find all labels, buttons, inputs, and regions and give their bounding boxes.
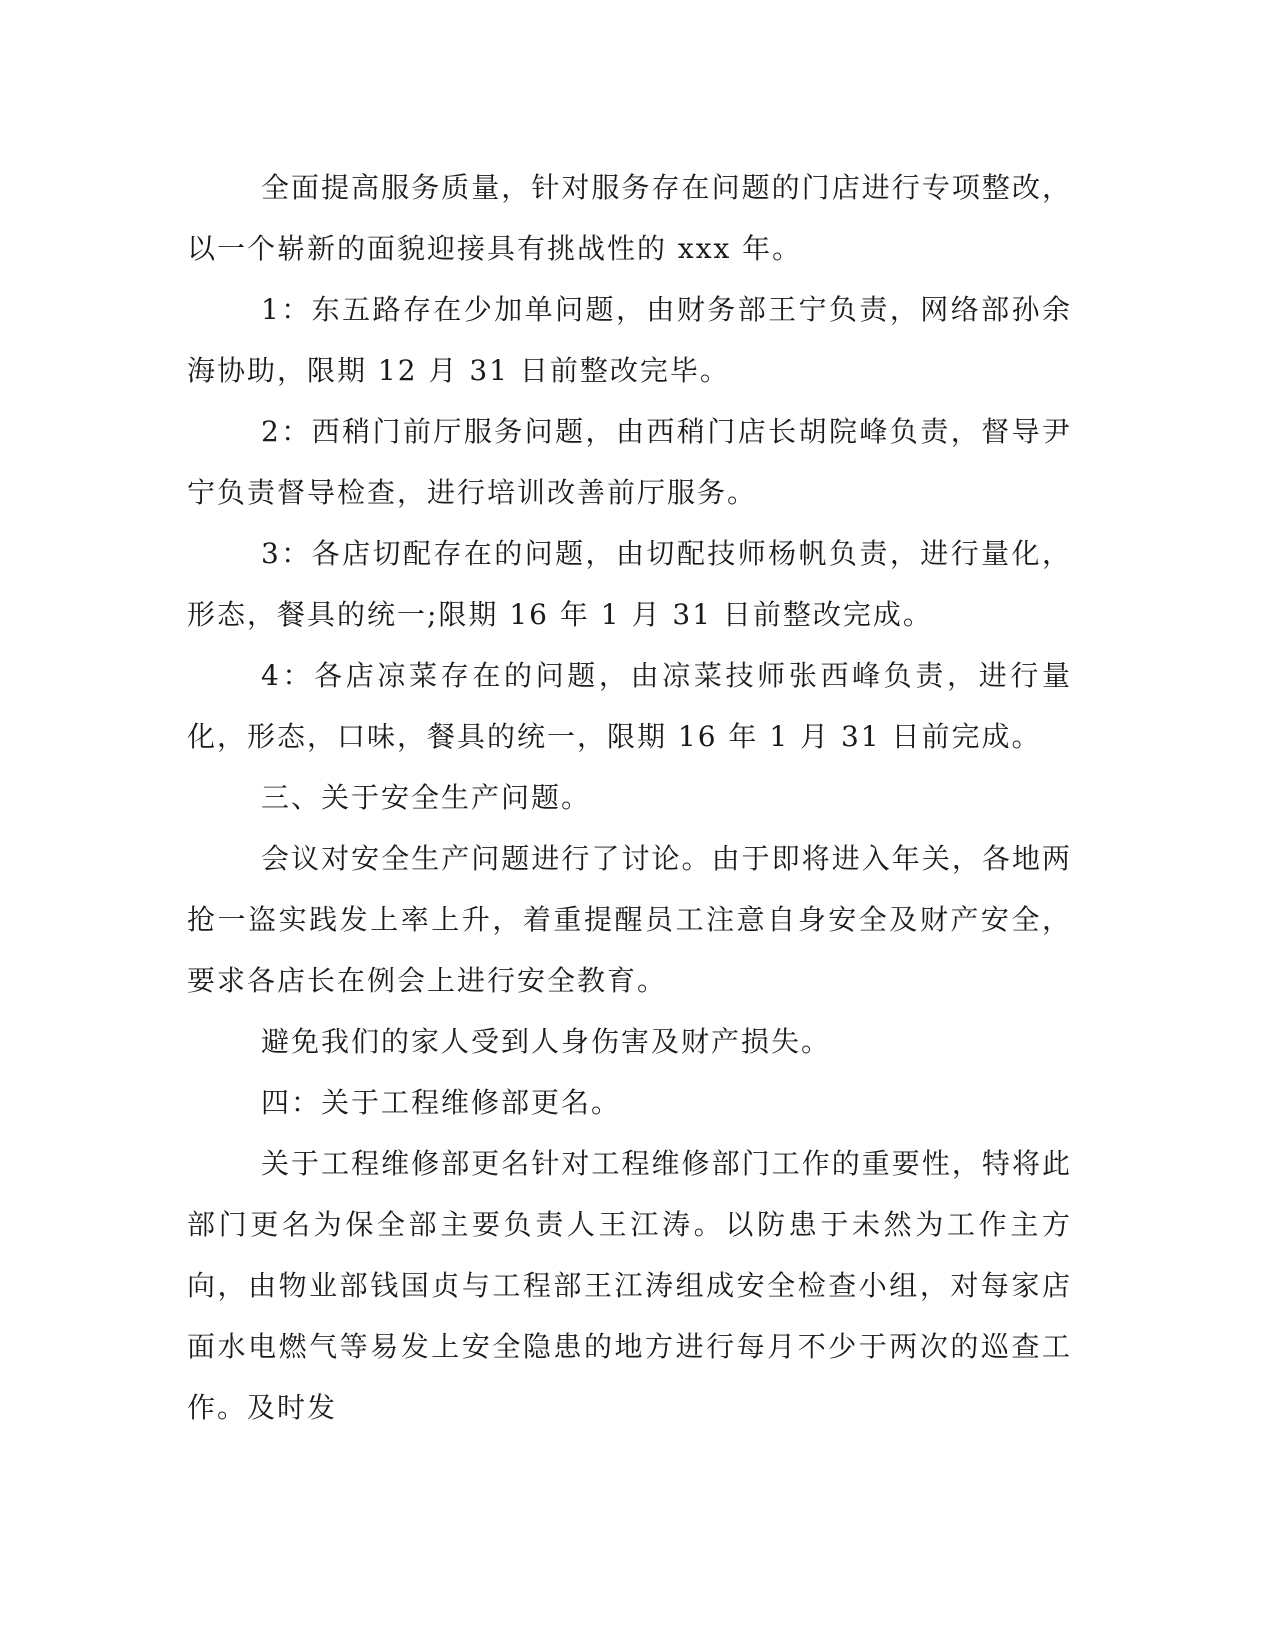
paragraph-safety-discussion: 会议对安全生产问题进行了讨论。由于即将进入年关，各地两抢一盗实践发上率上升，着重提醒员工注意自身安全及财产安全，要求各店长在例会上进行安全教育。: [187, 842, 1072, 997]
section-heading-rename: 四：关于工程维修部更名。: [261, 1086, 622, 1119]
paragraph-rename-details: 关于工程维修部更名针对工程维修部门工作的重要性，特将此部门更名为保全部主要负责人王江涛。以防患于未然为工作主方向，由物业部钱国贞与工程部王江涛组成安全检查小组，对每家店面水电燃气等易发上安全隐患的地方进行每月不少于两次的巡查工作。及时发: [187, 1147, 1072, 1424]
paragraph-safety-goal: 避免我们的家人受到人身伤害及财产损失。: [261, 1025, 832, 1058]
paragraph-item-4: 4：各店凉菜存在的问题，由凉菜技师张西峰负责，进行量化，形态，口味，餐具的统一，限期 16 年 1 月 31 日前完成。: [187, 659, 1072, 753]
paragraph-item-1: 1：东五路存在少加单问题，由财务部王宁负责，网络部孙余海协助，限期 12 月 31 日前整改完毕。: [187, 293, 1072, 387]
paragraph-service-quality: 全面提高服务质量，针对服务存在问题的门店进行专项整改，以一个崭新的面貌迎接具有挑战性的 xxx 年。: [187, 171, 1072, 265]
paragraph-item-2: 2：西稍门前厅服务问题，由西稍门店长胡院峰负责，督导尹宁负责督导检查，进行培训改善前厅服务。: [187, 415, 1072, 509]
section-heading-safety: 三、关于安全生产问题。: [261, 781, 592, 814]
document-body: [187, 157, 1072, 1438]
paragraph-item-3: 3：各店切配存在的问题，由切配技师杨帆负责，进行量化，形态，餐具的统一;限期 16 年 1 月 31 日前整改完成。: [187, 537, 1072, 631]
